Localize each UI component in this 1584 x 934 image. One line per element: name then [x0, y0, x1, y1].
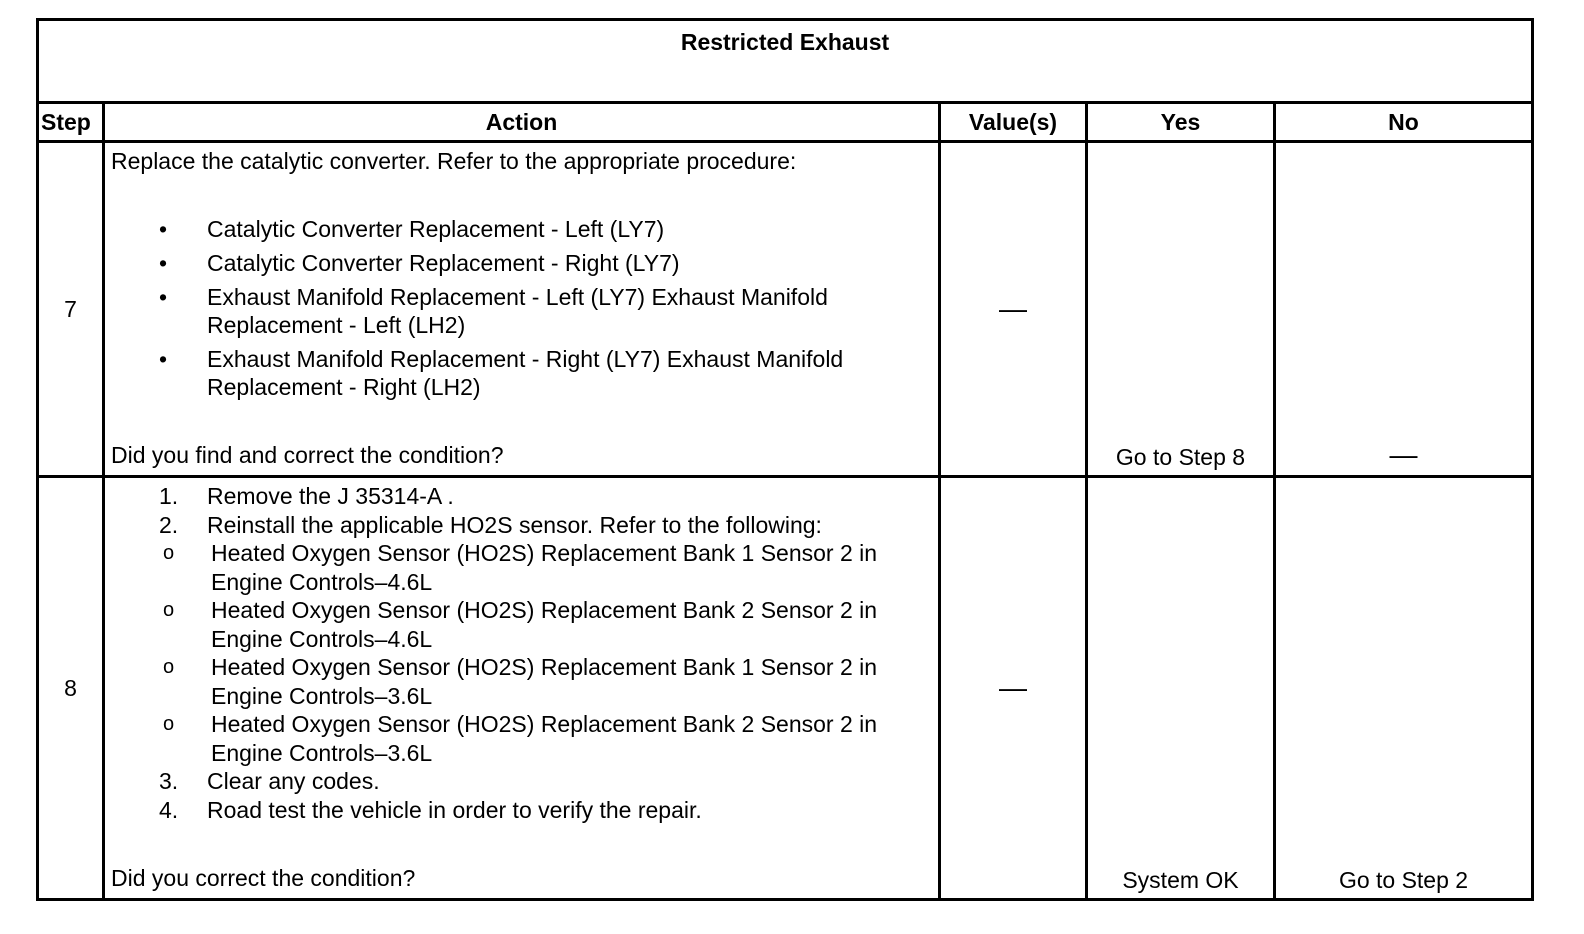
list-item [111, 653, 932, 710]
list-item [111, 215, 932, 243]
step-num: 4. [159, 796, 179, 823]
header-no: No [1275, 103, 1533, 142]
table-title: Restricted Exhaust [38, 20, 1533, 103]
header-values: Value(s) [940, 103, 1087, 142]
procedure-link[interactable]: Heated Oxygen Sensor (HO2S) Replacement Bank 1 Sensor 2 in Engine Controls–4.6L [211, 540, 878, 595]
action-question: Did you find and correct the condition? [111, 442, 504, 468]
list-item [111, 345, 932, 401]
yes-link[interactable]: Go to Step 8 [1115, 444, 1246, 470]
circle-bullet-icon: o [163, 599, 175, 621]
no-cell [1275, 477, 1533, 900]
action-cell [104, 477, 940, 900]
header-row [38, 103, 1533, 142]
list-item [111, 511, 932, 768]
header-yes: Yes [1087, 103, 1275, 142]
yes-link[interactable]: System OK [1122, 867, 1239, 893]
action-question: Did you correct the condition? [111, 865, 416, 891]
bullet-icon: • [159, 284, 168, 310]
procedure-link[interactable]: Catalytic Converter Replacement - Right (LY7) [207, 250, 680, 276]
list-item [111, 482, 932, 511]
list-item [111, 283, 932, 339]
procedure-list [111, 215, 932, 407]
procedure-link[interactable]: Heated Oxygen Sensor (HO2S) Replacement Bank 2 Sensor 2 in Engine Controls–4.6L [211, 597, 878, 652]
yes-cell [1087, 142, 1275, 477]
step-num: 1. [159, 483, 179, 509]
no-dash: — [1389, 439, 1418, 470]
sub-list [111, 539, 932, 767]
step-number: 7 [38, 142, 104, 477]
diagnostic-table [36, 18, 1534, 901]
step-number: 8 [38, 477, 104, 900]
procedure-link[interactable]: Heated Oxygen Sensor (HO2S) Replacement Bank 2 Sensor 2 in Engine Controls–3.6L [211, 711, 878, 766]
value-dash: — [999, 672, 1027, 703]
step-text: Clear any codes. [207, 768, 380, 794]
circle-bullet-icon: o [163, 542, 175, 564]
list-item [111, 249, 932, 277]
bullet-icon: • [159, 250, 168, 276]
procedure-link[interactable]: Catalytic Converter Replacement - Left (LY7) [207, 216, 665, 242]
bullet-icon: • [159, 216, 168, 242]
value-cell [940, 142, 1087, 477]
header-action: Action [104, 103, 940, 142]
procedure-link[interactable]: Exhaust Manifold Replacement - Right (LY7) Exhaust Manifold Replacement - Right (LH2) [207, 346, 844, 400]
step-num: 3. [159, 768, 179, 794]
step-text: Remove the J 35314-A . [207, 483, 454, 509]
step-text: Road test the vehicle in order to verify the repair. [207, 796, 702, 823]
list-item [111, 539, 932, 596]
step-num: 2. [159, 511, 179, 538]
header-step: Step [38, 103, 104, 142]
step-text: Reinstall the applicable HO2S sensor. Refer to the following: [207, 511, 822, 538]
action-cell [104, 142, 940, 477]
value-dash: — [999, 293, 1027, 324]
list-item [111, 596, 932, 653]
table-row [38, 477, 1533, 900]
list-item [111, 710, 932, 767]
no-link[interactable]: Go to Step 2 [1338, 867, 1469, 893]
circle-bullet-icon: o [163, 713, 175, 735]
procedure-link[interactable]: Heated Oxygen Sensor (HO2S) Replacement Bank 1 Sensor 2 in Engine Controls–3.6L [211, 654, 878, 709]
table-row [38, 142, 1533, 477]
list-item [111, 767, 932, 796]
circle-bullet-icon: o [163, 656, 175, 678]
yes-cell [1087, 477, 1275, 900]
step-list [111, 482, 932, 824]
action-intro: Replace the catalytic converter. Refer to the appropriate procedure: [111, 148, 797, 174]
procedure-link[interactable]: Exhaust Manifold Replacement - Left (LY7) Exhaust Manifold Replacement - Left (LH2) [207, 284, 828, 338]
value-cell [940, 477, 1087, 900]
list-item [111, 796, 932, 825]
no-cell [1275, 142, 1533, 477]
bullet-icon: • [159, 346, 168, 372]
